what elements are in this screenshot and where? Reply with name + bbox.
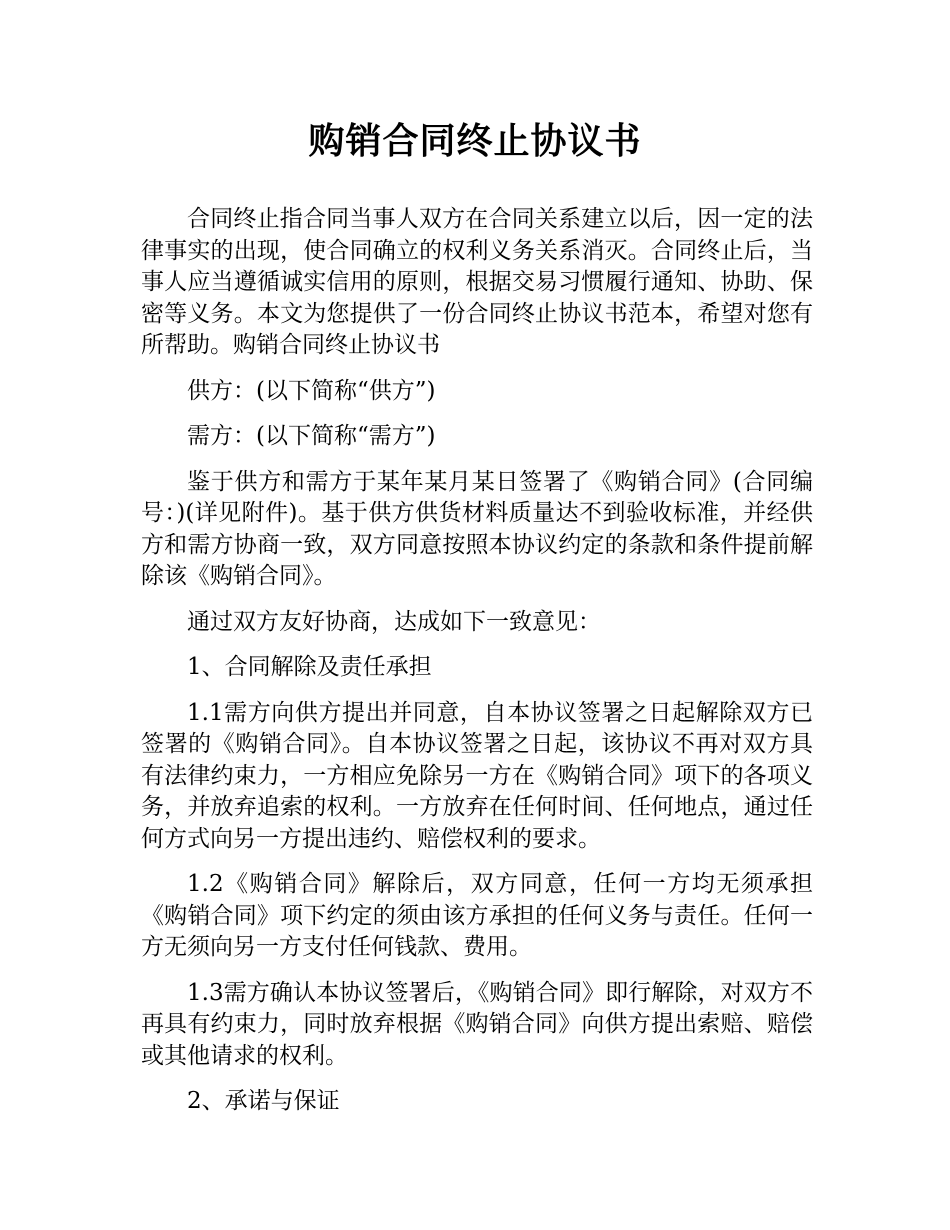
- clause-1-2: 1.2《购销合同》解除后，双方同意，任何一方均无须承担《购销合同》项下约定的须由该方承担的任何义务与责任。任何一方无须向另一方支付任何钱款、费用。: [141, 871, 813, 960]
- paragraph-whereas: 鉴于供方和需方于某年某月某日签署了《购销合同》(合同编号：)(详见附件)。基于供方供货材料质量达不到验收标准，并经供方和需方协商一致，双方同意按照本协议约定的条款和条件提前解除该《购销合同》。: [141, 468, 813, 589]
- section-heading-termination: 1、合同解除及责任承担: [187, 654, 432, 680]
- section-heading-warranties: 2、承诺与保证: [187, 1088, 340, 1114]
- document-title: 购销合同终止协议书: [308, 121, 642, 162]
- paragraph-intro: 合同终止指合同当事人双方在合同关系建立以后，因一定的法律事实的出现，使合同确立的权利义务关系消灭。合同终止后，当事人应当遵循诚实信用的原则，根据交易习惯履行通知、协助、保密等义务。本文为您提供了一份合同终止协议书范本，希望对您有所帮助。购销合同终止协议书: [141, 206, 813, 358]
- document-body: [141, 204, 813, 1132]
- clause-1-3: 1.3需方确认本协议签署后，《购销合同》即行解除，对双方不再具有约束力，同时放弃根据《购销合同》向供方提出索赔、赔偿或其他请求的权利。: [141, 979, 813, 1069]
- paragraph-supplier: 供方：(以下简称“供方”): [187, 377, 436, 404]
- paragraph-buyer: 需方：(以下简称“需方”): [187, 423, 436, 449]
- paragraph-agreement-lead: 通过双方友好协商，达成如下一致意见：: [187, 608, 601, 635]
- clause-1-1: 1.1需方向供方提出并同意，自本协议签署之日起解除双方已签署的《购销合同》。自本协议签署之日起，该协议不再对双方具有法律约束力，一方相应免除另一方在《购销合同》项下的各项义务，并放弃追索的权利。一方放弃在任何时间、任何地点，通过任何方式向另一方提出违约、赔偿权利的要求。: [141, 699, 813, 852]
